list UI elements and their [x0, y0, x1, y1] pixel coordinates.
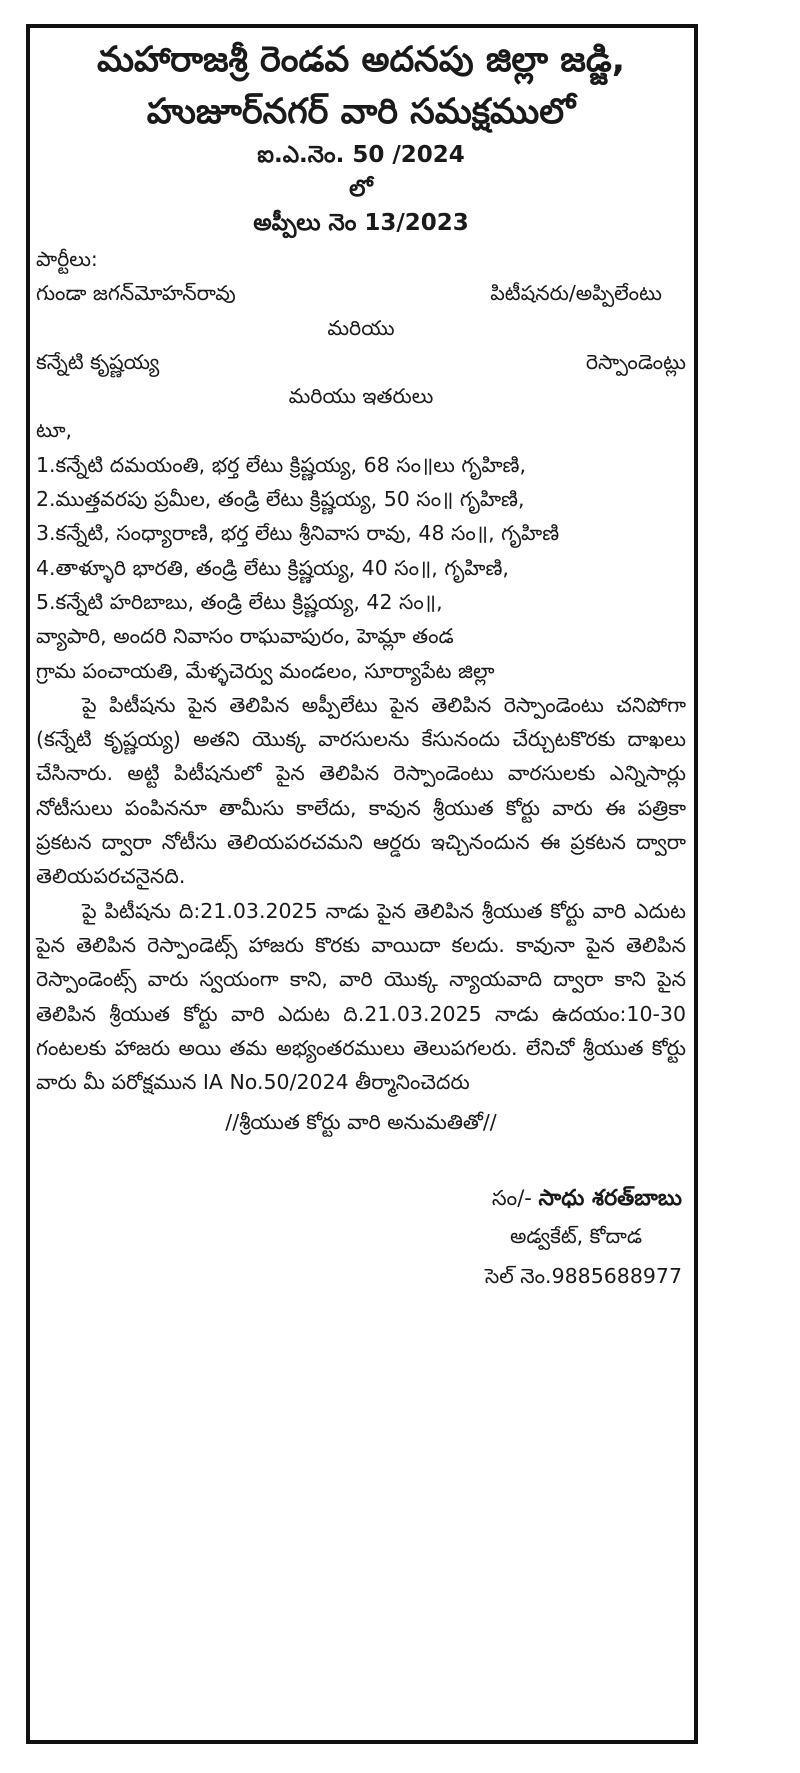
advocate-designation: అడ్వకేట్, కోదాడ: [510, 1223, 642, 1248]
notice-title-line2: హుజూర్‌నగర్ వారి సమక్షములో: [146, 92, 576, 132]
recipient-line: 1.కన్నేటి దమయంతి, భర్త లేటు క్రిష్ణయ్య, 68 సం॥లు గృహిణి,: [36, 452, 526, 477]
petitioner-row: [36, 276, 686, 310]
respondent-role: రెస్పాండెంట్లు: [585, 349, 686, 374]
notice-title-line1: మహారాజశ్రీ రెండవ అదనపు జిల్లా జడ్జి,: [96, 40, 626, 80]
signature-prefix: సం/-: [491, 1185, 532, 1210]
and-others: మరియు ఇతరులు: [288, 384, 434, 409]
advocate-cell: సెల్ నెం.9885688977: [484, 1264, 682, 1289]
petitioner-name: గుండా జగన్‌మోహన్‌రావు: [36, 281, 236, 306]
recipient-line: గ్రామ పంచాయతి, మేళ్ళచెర్వు మండలం, సూర్యాపేట జిల్లా: [36, 658, 495, 683]
recipient-line: 4.తాళ్ళూరి భారతి, తండ్రి లేటు క్రిష్ణయ్య, 40 సం॥, గృహిణి,: [36, 555, 509, 580]
signature-block: [36, 1178, 686, 1294]
lo-connector: లో: [349, 176, 373, 202]
body-paragraph-2: పై పిటీషను ది:21.03.2025 నాడు పైన తెలిపిన శ్రీయుత కోర్టు వారి ఎదుట పైన తెలిపిన రెస్పాండెట్స్ హాజరు కొరకు వాయిదా కలదు. కావునా పైన తెలిపిన రెస్పాండెంట్స్ వారు స్వయంగా కాని, వారి యొక్క న్యాయవాది ద్వారా కాని పైన తెలిపిన శ్రీయుత కోర్టు వారి ఎదుట ది.21.03.2025 నాడు ఉదయం:10-30 గంటలకు హాజరు అయి తమ అభ్యంతరములు తెలుపగలరు. లేనిచో శ్రీయుత కోర్టు వారు మీ పరోక్షమున IA No.50/2024 తీర్మానించెదరు: [36, 898, 686, 1095]
to-label: టూ,: [36, 418, 73, 443]
respondent-name: కన్నేటి కృష్ణయ్య: [36, 349, 160, 374]
recipient-line: 3.కన్నేటి, సంధ్యారాణి, భర్త లేటు శ్రీనివాస రావు, 48 సం॥, గృహిణి: [36, 521, 560, 546]
ia-number: ఐ.ఎ.నెం. 50 /2024: [257, 142, 465, 168]
advocate-name: సాధు శరత్‌బాబు: [538, 1185, 682, 1211]
recipient-line: వ్యాపారి, అందరి నివాసం రాఘవాపురం, హెమ్లా తండ: [36, 624, 454, 649]
body-paragraph-1: పై పిటీషను పైన తెలిపిన అప్పీలేటు పైన తెలిపిన రెస్పాండెంటు చనిపోగా (కన్నేటి కృష్ణయ్య) అతని యొక్క వారసులను కేసునందు చేర్చుటకొరకు దాఖలు చేసినారు. అట్టి పిటీషనులో పైన తెలిపిన రెస్పాండెంటు వారసులకు ఎన్నిసార్లు నోటీసులు పంపిననూ తామీసు కాలేదు, కావున శ్రీయుత కోర్టు వారు ఈ పత్రికా ప్రకటన ద్వారా నోటీసు తెలియపరచమని ఆర్డరు ఇచ్చినందున ఈ ప్రకటన ద్వారా తెలియపరచనైనది.: [36, 692, 686, 889]
appeal-number: అప్పీలు నెం 13/2023: [253, 210, 469, 236]
by-order-line: //శ్రీయుత కోర్టు వారి అనుమతితో//: [225, 1110, 497, 1135]
petitioner-role: పిటీషనరు/అప్పిలేంటు: [490, 281, 662, 306]
signature-name-line: [36, 1178, 682, 1219]
respondent-row: [36, 345, 686, 379]
recipient-line: 5.కన్నేటి హరిబాబు, తండ్రి లేటు క్రిష్ణయ్య, 42 సం॥,: [36, 589, 443, 614]
recipient-line: 2.ముత్తవరపు ప్రమీల, తండ్రి లేటు క్రిష్ణయ్య, 50 సం॥ గృహిణి,: [36, 487, 525, 512]
recipient-list: [36, 448, 686, 688]
parties-label: పార్టీలు:: [36, 247, 98, 271]
and-connector: మరియు: [327, 315, 395, 340]
legal-notice: [26, 24, 698, 1744]
